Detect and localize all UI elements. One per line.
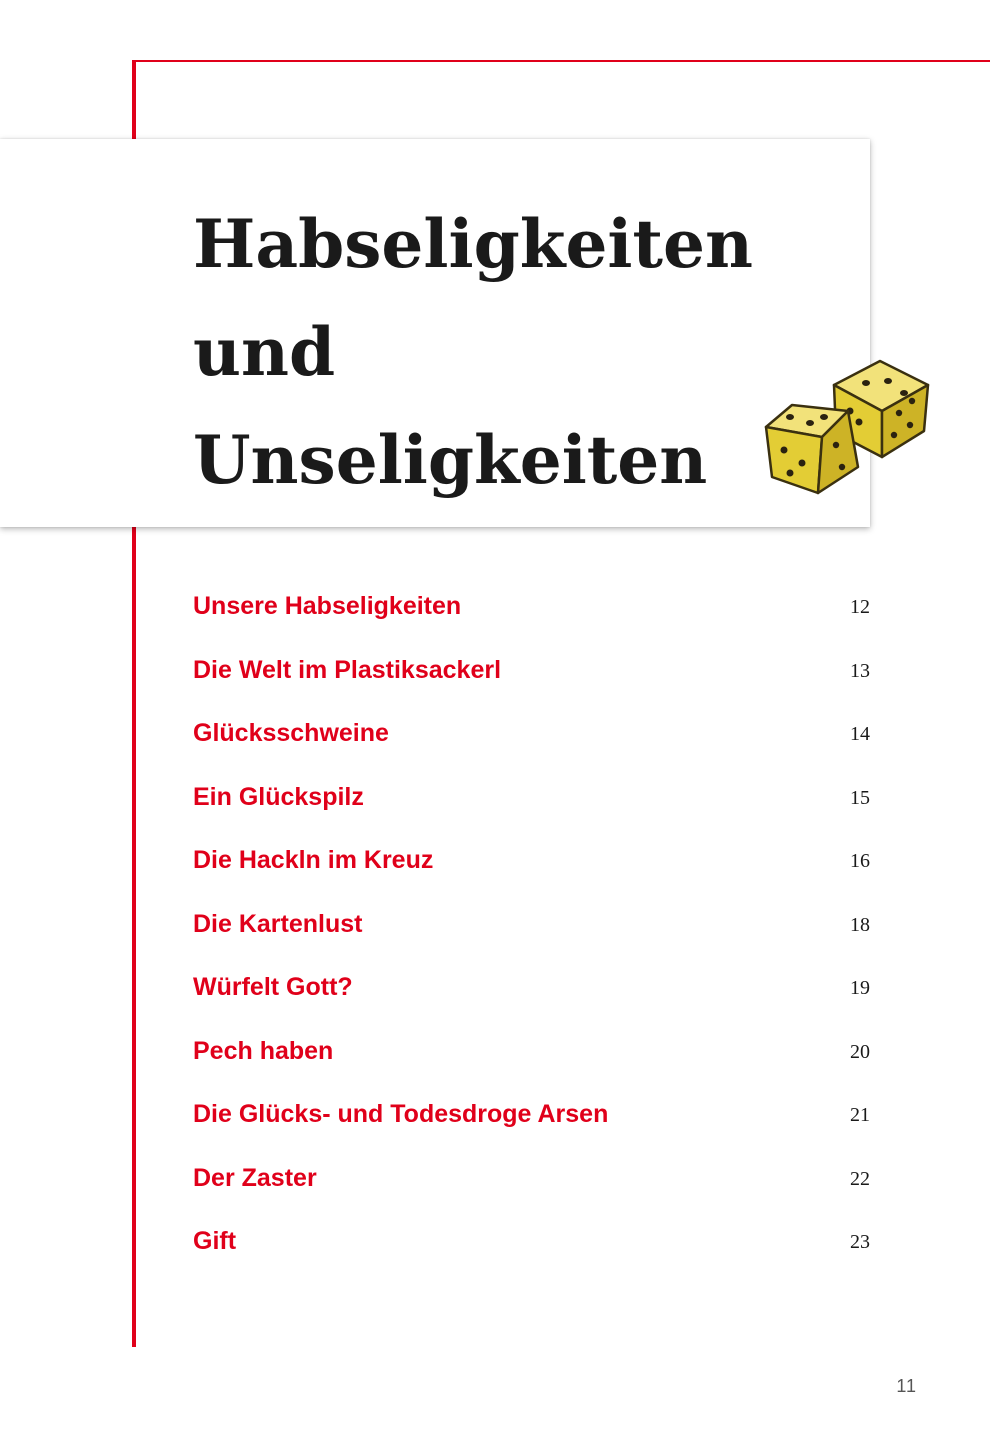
toc-entry-page: 22	[850, 1167, 870, 1190]
toc-entry[interactable]	[193, 586, 870, 650]
dice-icon	[762, 355, 932, 500]
toc-entry[interactable]	[193, 1094, 870, 1158]
table-of-contents	[193, 586, 870, 1285]
toc-entry[interactable]	[193, 967, 870, 1031]
toc-entry-page: 15	[850, 786, 870, 809]
toc-entry-title[interactable]: Würfelt Gott?	[193, 973, 353, 1001]
toc-entry-title[interactable]: Die Kartenlust	[193, 909, 363, 938]
toc-entry-title[interactable]: Glücksschweine	[193, 719, 389, 747]
page-number: 11	[896, 1376, 917, 1396]
toc-entry-page: 14	[850, 723, 870, 745]
toc-entry-title[interactable]: Die Hackln im Kreuz	[193, 846, 434, 874]
front-die	[766, 405, 858, 493]
section-title-line-1: Habseligkeiten	[193, 205, 753, 283]
toc-entry[interactable]	[193, 904, 870, 968]
toc-entry-page: 16	[850, 850, 870, 872]
toc-entry[interactable]	[193, 840, 870, 904]
toc-entry-title[interactable]: Pech haben	[193, 1036, 334, 1065]
section-title	[193, 190, 753, 514]
toc-entry-page: 21	[850, 1104, 870, 1126]
toc-entry-title[interactable]: Der Zaster	[193, 1163, 317, 1192]
section-title-line-2: und	[193, 313, 336, 391]
toc-entry-title[interactable]: Die Welt im Plastiksackerl	[193, 655, 502, 684]
toc-entry[interactable]	[193, 1158, 870, 1222]
toc-entry-page: 18	[850, 913, 870, 936]
section-title-line-3: Unseligkeiten	[193, 421, 708, 499]
toc-entry[interactable]	[193, 1031, 870, 1095]
toc-entry[interactable]	[193, 650, 870, 714]
toc-entry-page: 19	[850, 977, 870, 999]
toc-entry-page: 20	[850, 1040, 870, 1063]
toc-entry[interactable]	[193, 777, 870, 841]
toc-entry-title[interactable]: Gift	[193, 1227, 237, 1255]
toc-entry-title[interactable]: Unsere Habseligkeiten	[193, 592, 462, 620]
toc-entry-page: 12	[850, 596, 870, 618]
toc-entry[interactable]	[193, 713, 870, 777]
toc-entry-page: 23	[850, 1231, 870, 1253]
top-rule	[132, 60, 990, 62]
toc-entry[interactable]	[193, 1221, 870, 1285]
toc-entry-title[interactable]: Ein Glückspilz	[193, 782, 364, 811]
toc-entry-page: 13	[850, 659, 870, 682]
toc-entry-title[interactable]: Die Glücks- und Todesdroge Arsen	[193, 1100, 609, 1128]
